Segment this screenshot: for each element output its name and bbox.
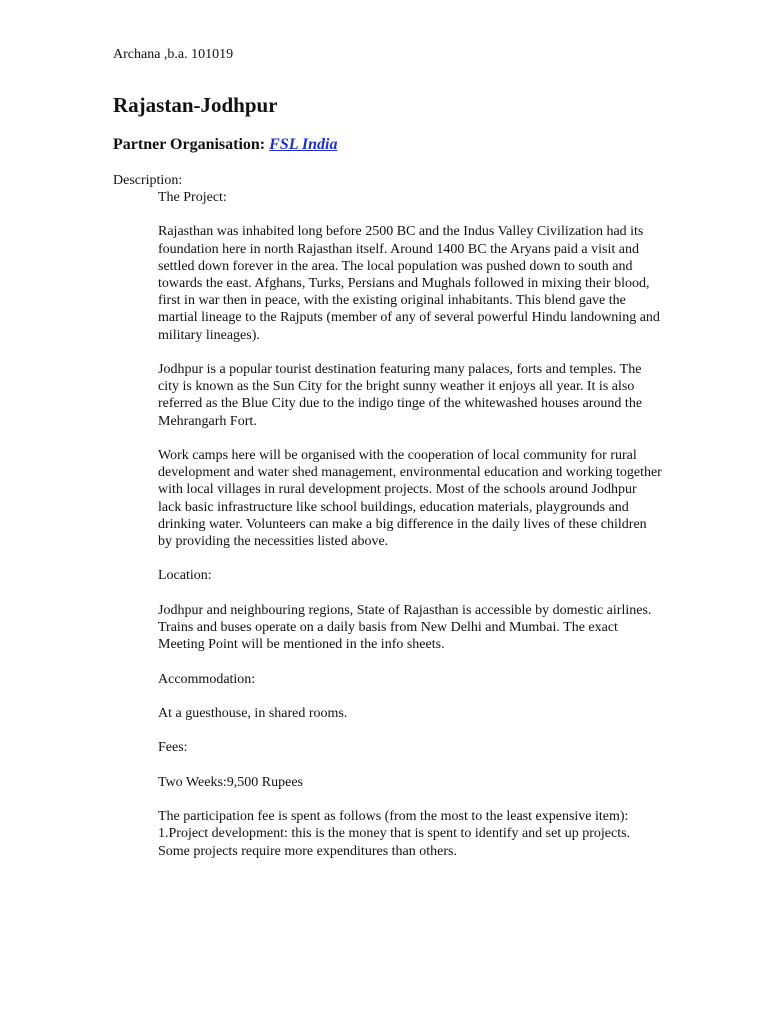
author-line: Archana ,b.a. 101019: [113, 47, 234, 62]
project-paragraph-1: Rajasthan was inhabited long before 2500 BC and the Indus Valley Civilization had its foundation here in north Rajasthan itself. Around 1400 BC the Aryans paid a visit and settled down forever in the area. The local population was pushed down to south and towards the east. Afghans, Turks, Persians and Mughals followed in mixing their blood, first in war then in peace, with the existing original inhabitants. This blend gave the martial lineage to the Rajputs (member of any of several powerful Hindu landowning and military lineages).: [158, 224, 660, 343]
accommodation-text: At a guesthouse, in shared rooms.: [158, 705, 348, 721]
page-title: Rajastan-Jodhpur: [113, 93, 278, 117]
project-paragraph-2: Jodhpur is a popular tourist destination featuring many palaces, forts and temples. The city is known as the Sun City for the bright sunny weather it enjoys all year. It is also referred as the Blue City due to the indigo tinge of the whitewashed houses around the Mehrangarh Fort.: [158, 362, 643, 429]
partner-organisation: [113, 135, 337, 155]
accommodation-heading: Accommodation:: [158, 671, 256, 687]
fees-explanation: The participation fee is spent as follows (from the most to the least expensive item):: [158, 809, 629, 825]
fees-text: Two Weeks:9,500 Rupees: [158, 774, 304, 790]
partner-label: Partner Organisation:: [113, 136, 266, 153]
project-heading: The Project:: [158, 190, 227, 205]
project-paragraph-3: Work camps here will be organised with the cooperation of local community for rural development and water shed management, environmental education and working together with local villages in rural development projects. Most of the schools around Jodhpur lack basic infrastructure like school buildings, education materials, playgrounds and drinking water. Volunteers can make a big difference in the daily lives of these children by providing the necessities listed above.: [158, 448, 662, 550]
description-body: [158, 189, 663, 860]
location-text: Jodhpur and neighbouring regions, State of Rajasthan is accessible by domestic airlines. Trains and buses operate on a daily basis from New Delhi and Mumbai. The exact Meeting Point will be mentioned in the info sheets.: [158, 602, 652, 653]
fees-heading: Fees:: [158, 740, 188, 756]
location-heading: Location:: [158, 568, 212, 584]
fees-item-1: 1.Project development: this is the money that is spent to identify and set up projects. Some projects require more expenditures than others.: [158, 826, 631, 859]
description-label: Description:: [113, 173, 183, 188]
partner-link[interactable]: FSL India: [269, 136, 338, 153]
